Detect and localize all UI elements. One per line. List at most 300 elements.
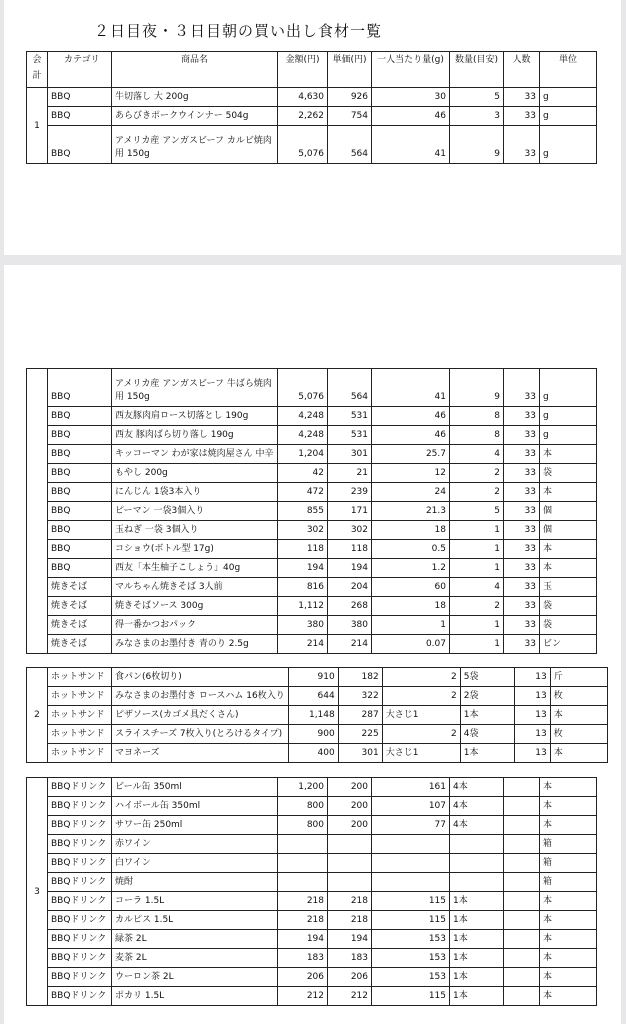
per-person-cell: 18 xyxy=(372,597,450,616)
unit-price-cell: 225 xyxy=(338,725,382,744)
unit-price-cell: 218 xyxy=(328,892,372,911)
quantity-cell xyxy=(450,873,504,892)
people-cell: 33 xyxy=(504,126,540,164)
people-cell xyxy=(504,968,540,987)
product-cell: サワー缶 250ml xyxy=(112,816,278,835)
product-cell: 西友「本生柚子こしょう」40g xyxy=(112,559,278,578)
table-row xyxy=(27,407,597,426)
quantity-cell: 4本 xyxy=(450,778,504,797)
table-row xyxy=(27,521,597,540)
unit-price-cell: 301 xyxy=(328,445,372,464)
unit-cell: g xyxy=(540,426,597,445)
unit-price-cell xyxy=(328,873,372,892)
unit-cell: 本 xyxy=(540,778,597,797)
amount-cell: 855 xyxy=(278,502,328,521)
quantity-cell: 4本 xyxy=(450,816,504,835)
quantity-cell xyxy=(450,835,504,854)
category-cell: BBQドリンク xyxy=(48,854,112,873)
table-row xyxy=(27,949,597,968)
table-row xyxy=(27,778,597,797)
category-cell: ホットサンド xyxy=(48,687,112,706)
amount-cell: 218 xyxy=(278,911,328,930)
table-row xyxy=(27,706,608,725)
quantity-cell: 1 xyxy=(450,559,504,578)
quantity-cell: 3 xyxy=(450,107,504,126)
table-row xyxy=(27,987,597,1006)
unit-price-cell: 200 xyxy=(328,778,372,797)
category-cell: BBQドリンク xyxy=(48,816,112,835)
document-page-2 xyxy=(4,265,621,1024)
unit-cell: 箱 xyxy=(540,854,597,873)
shopping-table-group-1 xyxy=(26,368,597,654)
per-person-cell: 41 xyxy=(372,126,450,164)
document-page-1 xyxy=(4,0,621,255)
unit-price-cell xyxy=(328,854,372,873)
quantity-cell: 5 xyxy=(450,502,504,521)
people-cell: 33 xyxy=(504,616,540,635)
category-cell: BBQ xyxy=(48,369,112,407)
table-row xyxy=(27,892,597,911)
unit-cell: g xyxy=(540,126,597,164)
unit-price-cell: 268 xyxy=(328,597,372,616)
category-cell: 焼きそば xyxy=(48,635,112,654)
header-account: 会計 xyxy=(27,52,48,88)
amount-cell: 4,248 xyxy=(278,407,328,426)
per-person-cell: 46 xyxy=(372,426,450,445)
per-person-note-cell xyxy=(382,687,422,706)
per-person-cell: 0.07 xyxy=(372,635,450,654)
table-row xyxy=(27,559,597,578)
table-header-row xyxy=(27,52,597,88)
per-person-cell: 24 xyxy=(372,483,450,502)
per-person-cell: 0.5 xyxy=(372,540,450,559)
table-row xyxy=(27,873,597,892)
amount-cell xyxy=(278,854,328,873)
per-person-cell: 46 xyxy=(372,107,450,126)
category-cell: BBQドリンク xyxy=(48,892,112,911)
table-row xyxy=(27,445,597,464)
category-cell: BBQ xyxy=(48,502,112,521)
unit-price-cell: 206 xyxy=(328,968,372,987)
unit-cell: 枚 xyxy=(550,725,607,744)
product-cell: アメリカ産 アンガスビーフ 牛ばら焼肉用 150g xyxy=(112,369,278,407)
quantity-cell: 9 xyxy=(450,369,504,407)
category-cell: BBQ xyxy=(48,88,112,107)
per-person-cell: 107 xyxy=(372,797,450,816)
unit-cell: 箱 xyxy=(540,873,597,892)
product-cell: 緑茶 2L xyxy=(112,930,278,949)
people-cell: 33 xyxy=(504,597,540,616)
amount-cell: 2,262 xyxy=(278,107,328,126)
amount-cell: 214 xyxy=(278,635,328,654)
amount-cell: 800 xyxy=(278,797,328,816)
quantity-cell: 2 xyxy=(450,483,504,502)
people-cell: 33 xyxy=(504,464,540,483)
unit-price-cell: 182 xyxy=(338,668,382,687)
category-cell: BBQ xyxy=(48,483,112,502)
per-person-cell: 1.2 xyxy=(372,559,450,578)
per-person-cell: 153 xyxy=(372,930,450,949)
people-cell xyxy=(504,873,540,892)
people-cell: 33 xyxy=(504,540,540,559)
category-cell: BBQドリンク xyxy=(48,911,112,930)
unit-price-cell: 754 xyxy=(328,107,372,126)
amount-cell: 910 xyxy=(288,668,338,687)
account-group-cell xyxy=(27,369,48,654)
amount-cell: 302 xyxy=(278,521,328,540)
amount-cell: 1,148 xyxy=(288,706,338,725)
quantity-cell: 1 xyxy=(450,635,504,654)
table-row xyxy=(27,126,597,164)
amount-cell xyxy=(278,873,328,892)
per-person-note-cell xyxy=(382,725,422,744)
per-person-cell: 41 xyxy=(372,369,450,407)
people-cell xyxy=(504,930,540,949)
quantity-cell: 2袋 xyxy=(460,687,514,706)
category-cell: ホットサンド xyxy=(48,744,112,763)
unit-price-cell: 118 xyxy=(328,540,372,559)
table-row xyxy=(27,968,597,987)
per-person-note-cell: 大さじ1 xyxy=(382,744,422,763)
amount-cell: 206 xyxy=(278,968,328,987)
table-row xyxy=(27,911,597,930)
category-cell: BBQドリンク xyxy=(48,987,112,1006)
product-cell: ハイボール缶 350ml xyxy=(112,797,278,816)
category-cell: BBQ xyxy=(48,521,112,540)
unit-price-cell: 21 xyxy=(328,464,372,483)
per-person-cell xyxy=(422,744,460,763)
unit-cell: g xyxy=(540,88,597,107)
table-row xyxy=(27,725,608,744)
unit-cell: 本 xyxy=(550,744,607,763)
product-cell: 得一番かつおパック xyxy=(112,616,278,635)
unit-price-cell xyxy=(328,835,372,854)
category-cell: BBQ xyxy=(48,407,112,426)
category-cell: BBQ xyxy=(48,107,112,126)
people-cell xyxy=(504,816,540,835)
people-cell: 33 xyxy=(504,578,540,597)
amount-cell: 5,076 xyxy=(278,126,328,164)
unit-price-cell: 531 xyxy=(328,407,372,426)
quantity-cell: 1 xyxy=(450,521,504,540)
category-cell: BBQドリンク xyxy=(48,835,112,854)
product-cell: にんじん 1袋3本入り xyxy=(112,483,278,502)
product-cell: コショウ(ボトル型 17g) xyxy=(112,540,278,559)
people-cell: 33 xyxy=(504,369,540,407)
people-cell: 33 xyxy=(504,88,540,107)
people-cell xyxy=(504,892,540,911)
product-cell: 西友 豚肉ばら切り落し 190g xyxy=(112,426,278,445)
per-person-cell: 77 xyxy=(372,816,450,835)
account-group-cell: 2 xyxy=(27,668,48,763)
unit-price-cell: 194 xyxy=(328,559,372,578)
product-cell: コーラ 1.5L xyxy=(112,892,278,911)
category-cell: BBQ xyxy=(48,559,112,578)
quantity-cell: 1本 xyxy=(450,987,504,1006)
category-cell: BBQドリンク xyxy=(48,873,112,892)
unit-cell: 枚 xyxy=(550,687,607,706)
unit-cell: g xyxy=(540,407,597,426)
quantity-cell: 9 xyxy=(450,126,504,164)
product-cell: 西友豚肉肩ロース切落とし 190g xyxy=(112,407,278,426)
unit-price-cell: 194 xyxy=(328,930,372,949)
header-quantity: 数量(目安) xyxy=(450,52,504,88)
unit-cell: 袋 xyxy=(540,597,597,616)
unit-cell: 本 xyxy=(540,816,597,835)
category-cell: BBQ xyxy=(48,126,112,164)
amount-cell: 194 xyxy=(278,559,328,578)
header-amount: 金額(円) xyxy=(278,52,328,88)
product-cell: カルピス 1.5L xyxy=(112,911,278,930)
unit-cell: 本 xyxy=(540,968,597,987)
table-row xyxy=(27,502,597,521)
unit-cell: 本 xyxy=(540,797,597,816)
account-group-cell: 1 xyxy=(27,88,48,164)
table-row xyxy=(27,483,597,502)
category-cell: 焼きそば xyxy=(48,578,112,597)
product-cell: みなさまのお墨付き 青のり 2.5g xyxy=(112,635,278,654)
people-cell: 33 xyxy=(504,635,540,654)
people-cell: 33 xyxy=(504,521,540,540)
product-cell: キッコーマン わが家は焼肉屋さん 中辛 xyxy=(112,445,278,464)
table-row xyxy=(27,744,608,763)
unit-price-cell: 183 xyxy=(328,949,372,968)
table-row xyxy=(27,597,597,616)
amount-cell: 644 xyxy=(288,687,338,706)
category-cell: BBQドリンク xyxy=(48,797,112,816)
product-cell: もやし 200g xyxy=(112,464,278,483)
quantity-cell: 4袋 xyxy=(460,725,514,744)
people-cell xyxy=(504,911,540,930)
product-cell: アメリカ産 アンガスビーフ カルビ焼肉用 150g xyxy=(112,126,278,164)
product-cell: 玉ねぎ 一袋 3個入り xyxy=(112,521,278,540)
product-cell: あらびきポークウインナー 504g xyxy=(112,107,278,126)
amount-cell: 1,112 xyxy=(278,597,328,616)
unit-price-cell: 200 xyxy=(328,797,372,816)
unit-cell: 箱 xyxy=(540,835,597,854)
unit-cell: ビン xyxy=(540,635,597,654)
category-cell: BBQドリンク xyxy=(48,968,112,987)
people-cell: 13 xyxy=(514,725,550,744)
per-person-cell: 2 xyxy=(422,687,460,706)
unit-price-cell: 564 xyxy=(328,369,372,407)
amount-cell: 472 xyxy=(278,483,328,502)
per-person-cell: 161 xyxy=(372,778,450,797)
quantity-cell: 4本 xyxy=(450,797,504,816)
quantity-cell: 8 xyxy=(450,407,504,426)
amount-cell xyxy=(278,835,328,854)
quantity-cell: 8 xyxy=(450,426,504,445)
unit-cell: 個 xyxy=(540,502,597,521)
quantity-cell: 4 xyxy=(450,578,504,597)
amount-cell: 800 xyxy=(278,816,328,835)
product-cell: ビール缶 350ml xyxy=(112,778,278,797)
product-cell: ピザソース(カゴメ具だくさん) xyxy=(112,706,289,725)
unit-price-cell: 204 xyxy=(328,578,372,597)
amount-cell: 1,200 xyxy=(278,778,328,797)
quantity-cell: 5袋 xyxy=(460,668,514,687)
table-row xyxy=(27,797,597,816)
table-row xyxy=(27,668,608,687)
per-person-cell: 25.7 xyxy=(372,445,450,464)
unit-cell: 袋 xyxy=(540,616,597,635)
product-cell: 白ワイン xyxy=(112,854,278,873)
unit-price-cell: 301 xyxy=(338,744,382,763)
category-cell: 焼きそば xyxy=(48,597,112,616)
people-cell: 13 xyxy=(514,687,550,706)
table-row xyxy=(27,687,608,706)
header-people: 人数 xyxy=(504,52,540,88)
table-row xyxy=(27,616,597,635)
quantity-cell: 1本 xyxy=(450,930,504,949)
per-person-cell: 21.3 xyxy=(372,502,450,521)
unit-price-cell: 214 xyxy=(328,635,372,654)
per-person-cell: 2 xyxy=(422,725,460,744)
category-cell: ホットサンド xyxy=(48,706,112,725)
people-cell: 13 xyxy=(514,706,550,725)
quantity-cell: 5 xyxy=(450,88,504,107)
per-person-cell: 12 xyxy=(372,464,450,483)
per-person-cell: 115 xyxy=(372,987,450,1006)
amount-cell: 4,248 xyxy=(278,426,328,445)
people-cell: 33 xyxy=(504,483,540,502)
unit-cell: 本 xyxy=(540,949,597,968)
people-cell: 33 xyxy=(504,559,540,578)
unit-cell: 本 xyxy=(540,445,597,464)
amount-cell: 118 xyxy=(278,540,328,559)
amount-cell: 400 xyxy=(288,744,338,763)
product-cell: 焼酎 xyxy=(112,873,278,892)
unit-price-cell: 287 xyxy=(338,706,382,725)
unit-cell: 斤 xyxy=(550,668,607,687)
unit-cell: g xyxy=(540,107,597,126)
per-person-cell: 60 xyxy=(372,578,450,597)
table-row xyxy=(27,930,597,949)
product-cell: 食パン(6枚切り) xyxy=(112,668,289,687)
per-person-cell xyxy=(372,835,450,854)
product-cell: みなさまのお墨付き ロースハム 16枚入り xyxy=(112,687,289,706)
unit-cell: 本 xyxy=(540,911,597,930)
per-person-note-cell xyxy=(382,668,422,687)
category-cell: ホットサンド xyxy=(48,668,112,687)
product-cell: ポカリ 1.5L xyxy=(112,987,278,1006)
product-cell: 牛切落し 大 200g xyxy=(112,88,278,107)
unit-price-cell: 926 xyxy=(328,88,372,107)
amount-cell: 194 xyxy=(278,930,328,949)
quantity-cell: 1 xyxy=(450,540,504,559)
product-cell: マヨネーズ xyxy=(112,744,289,763)
product-cell: ピーマン 一袋3個入り xyxy=(112,502,278,521)
people-cell: 13 xyxy=(514,668,550,687)
amount-cell: 5,076 xyxy=(278,369,328,407)
quantity-cell: 4 xyxy=(450,445,504,464)
people-cell xyxy=(504,778,540,797)
category-cell: 焼きそば xyxy=(48,616,112,635)
unit-cell: 本 xyxy=(540,930,597,949)
people-cell xyxy=(504,949,540,968)
per-person-cell: 1 xyxy=(372,616,450,635)
quantity-cell: 1本 xyxy=(460,744,514,763)
amount-cell: 218 xyxy=(278,892,328,911)
amount-cell: 212 xyxy=(278,987,328,1006)
per-person-cell: 153 xyxy=(372,949,450,968)
quantity-cell: 1本 xyxy=(460,706,514,725)
table-row xyxy=(27,88,597,107)
people-cell: 33 xyxy=(504,445,540,464)
category-cell: BBQ xyxy=(48,445,112,464)
header-unit: 単位 xyxy=(540,52,597,88)
people-cell: 33 xyxy=(504,407,540,426)
unit-price-cell: 380 xyxy=(328,616,372,635)
unit-cell: 本 xyxy=(540,987,597,1006)
product-cell: 焼きそばソース 300g xyxy=(112,597,278,616)
table-row xyxy=(27,369,597,407)
category-cell: BBQドリンク xyxy=(48,778,112,797)
category-cell: BBQ xyxy=(48,426,112,445)
unit-cell: 本 xyxy=(540,892,597,911)
per-person-cell: 115 xyxy=(372,911,450,930)
table-row xyxy=(27,540,597,559)
product-cell: 赤ワイン xyxy=(112,835,278,854)
people-cell xyxy=(504,835,540,854)
quantity-cell: 1 xyxy=(450,616,504,635)
unit-cell: g xyxy=(540,369,597,407)
unit-cell: 本 xyxy=(540,540,597,559)
shopping-table-group-2 xyxy=(26,667,608,763)
unit-cell: 個 xyxy=(540,521,597,540)
unit-price-cell: 302 xyxy=(328,521,372,540)
shopping-table-page-1 xyxy=(26,51,597,164)
category-cell: BBQ xyxy=(48,540,112,559)
shopping-table-group-3 xyxy=(26,777,597,1006)
per-person-cell: 115 xyxy=(372,892,450,911)
header-unit-price: 単価(円) xyxy=(328,52,372,88)
quantity-cell: 1本 xyxy=(450,911,504,930)
people-cell: 13 xyxy=(514,744,550,763)
table-row xyxy=(27,635,597,654)
people-cell: 33 xyxy=(504,426,540,445)
unit-price-cell: 218 xyxy=(328,911,372,930)
unit-price-cell: 200 xyxy=(328,816,372,835)
unit-price-cell: 239 xyxy=(328,483,372,502)
quantity-cell: 1本 xyxy=(450,949,504,968)
unit-cell: 袋 xyxy=(540,464,597,483)
table-row xyxy=(27,835,597,854)
amount-cell: 1,204 xyxy=(278,445,328,464)
product-cell: 麦茶 2L xyxy=(112,949,278,968)
people-cell: 33 xyxy=(504,107,540,126)
amount-cell: 183 xyxy=(278,949,328,968)
account-group-cell: 3 xyxy=(27,778,48,1006)
unit-price-cell: 531 xyxy=(328,426,372,445)
category-cell: BBQドリンク xyxy=(48,930,112,949)
people-cell xyxy=(504,987,540,1006)
amount-cell: 380 xyxy=(278,616,328,635)
per-person-cell xyxy=(372,854,450,873)
per-person-cell xyxy=(422,706,460,725)
amount-cell: 900 xyxy=(288,725,338,744)
unit-price-cell: 212 xyxy=(328,987,372,1006)
category-cell: BBQドリンク xyxy=(48,949,112,968)
table-row xyxy=(27,854,597,873)
table-row xyxy=(27,578,597,597)
amount-cell: 816 xyxy=(278,578,328,597)
unit-price-cell: 322 xyxy=(338,687,382,706)
unit-cell: 玉 xyxy=(540,578,597,597)
amount-cell: 4,630 xyxy=(278,88,328,107)
category-cell: BBQ xyxy=(48,464,112,483)
unit-cell: 本 xyxy=(540,559,597,578)
